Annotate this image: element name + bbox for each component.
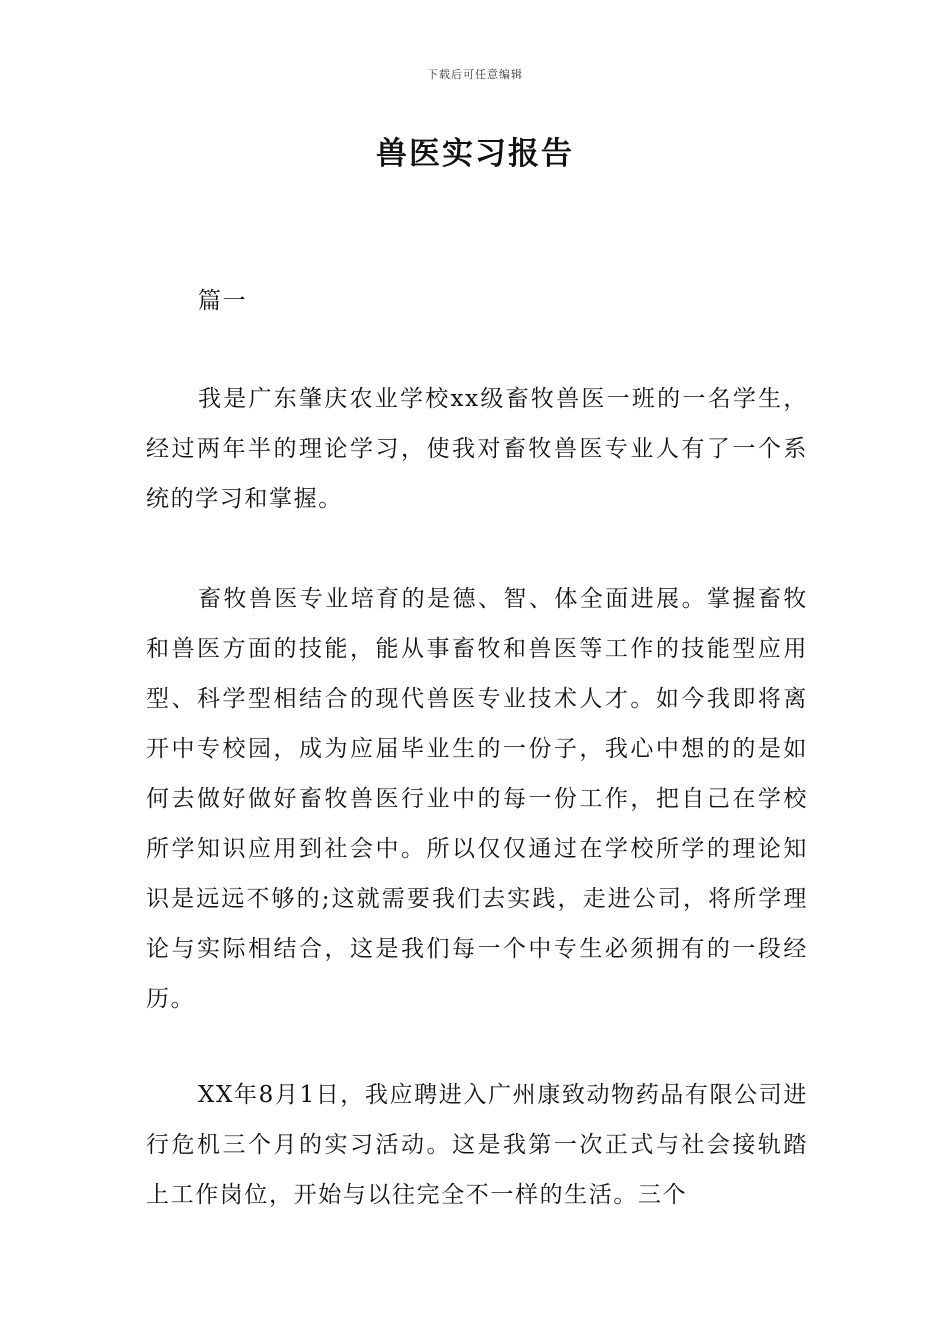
- header-note: 下载后可任意编辑: [427, 68, 523, 81]
- paragraph: XX年8月1日，我应聘进入广州康致动物药品有限公司进行危机三个月的实习活动。这是我第一次正式与社会接轨踏上工作岗位，开始与以往完全不一样的生活。三个: [146, 1082, 808, 1208]
- paragraph: 我是广东肇庆农业学校xx级畜牧兽医一班的一名学生，经过两年半的理论学习，使我对畜牧兽医专业人有了一个系统的学习和掌握。: [146, 386, 808, 512]
- section-label: 篇一: [198, 288, 248, 314]
- document-title: 兽医实习报告: [376, 136, 574, 172]
- paragraph: 畜牧兽医专业培育的是德、智、体全面进展。掌握畜牧和兽医方面的技能，能从事畜牧和兽医等工作的技能型应用型、科学型相结合的现代兽医专业技术人才。如今我即将离开中专校园，成为应届毕业生的一份子，我心中想的的是如何去做好做好畜牧兽医行业中的每一份工作，把自己在学校所学知识应用到社会中。所以仅仅通过在学校所学的理论知识是远远不够的;这就需要我们去实践，走进公司，将所学理论与实际相结合，这是我们每一个中专生必须拥有的一段经历。: [146, 586, 808, 1012]
